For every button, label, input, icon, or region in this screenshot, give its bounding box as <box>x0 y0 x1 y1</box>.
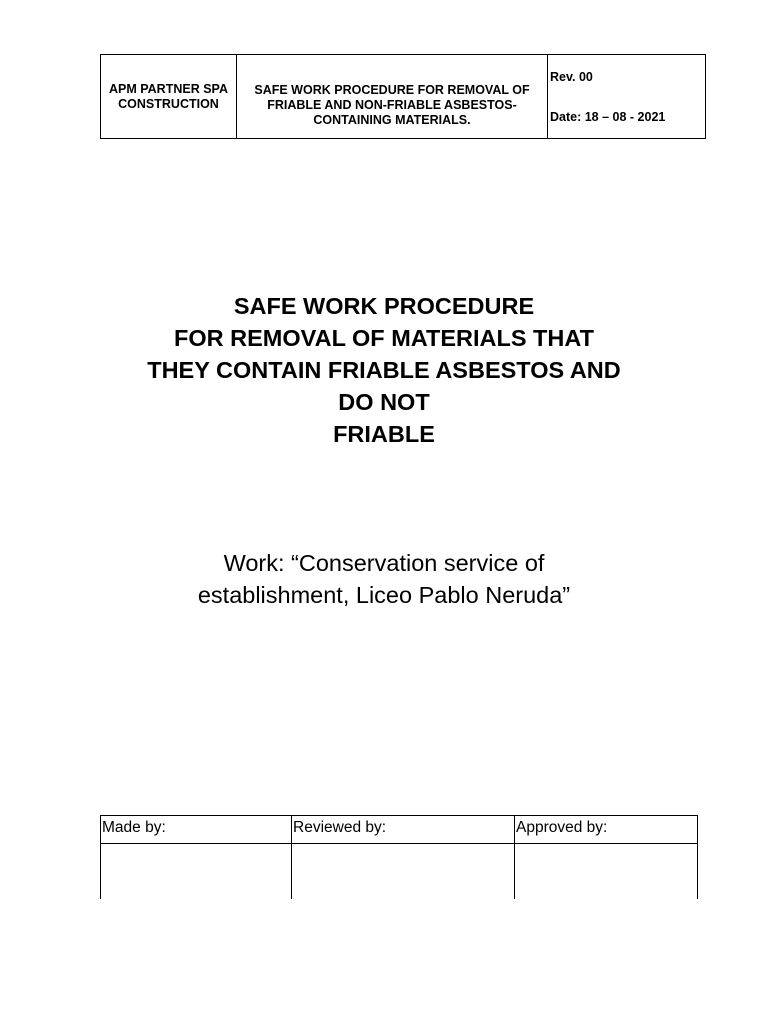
work-description-line-1: Work: “Conservation service of <box>223 550 545 576</box>
work-description <box>84 547 684 611</box>
document-title-line-1: SAFE WORK PROCEDURE FOR REMOVAL OF <box>254 83 530 97</box>
document-header-table <box>100 54 706 139</box>
work-description-line-2: establishment, Liceo Pablo Neruda” <box>197 582 571 608</box>
reviewed-by-signature-cell <box>292 844 515 899</box>
made-by-label: Made by: <box>101 816 292 844</box>
revision-date-cell <box>548 55 706 139</box>
date-label: Date: 18 – 08 - 2021 <box>550 110 666 124</box>
document-title-cell <box>237 55 548 139</box>
main-title-line-5: FRIABLE <box>333 421 435 447</box>
document-title-line-2: FRIABLE AND NON-FRIABLE ASBESTOS- <box>267 98 517 112</box>
signature-table <box>100 815 698 899</box>
revision-label: Rev. 00 <box>550 70 593 84</box>
company-name-line-1: APM PARTNER SPA <box>109 81 228 96</box>
main-title-line-2: FOR REMOVAL OF MATERIALS THAT <box>174 325 594 351</box>
reviewed-by-label: Reviewed by: <box>292 816 515 844</box>
main-title <box>84 290 684 450</box>
document-title-line-3: CONTAINING MATERIALS. <box>313 113 471 127</box>
main-title-line-3: THEY CONTAIN FRIABLE ASBESTOS AND <box>147 357 621 383</box>
approved-by-label: Approved by: <box>515 816 698 844</box>
made-by-signature-cell <box>101 844 292 899</box>
main-title-line-1: SAFE WORK PROCEDURE <box>233 293 535 319</box>
main-title-line-4: DO NOT <box>338 389 430 415</box>
approved-by-signature-cell <box>515 844 698 899</box>
company-name-cell <box>101 55 237 139</box>
company-name-line-2: CONSTRUCTION <box>118 96 219 111</box>
